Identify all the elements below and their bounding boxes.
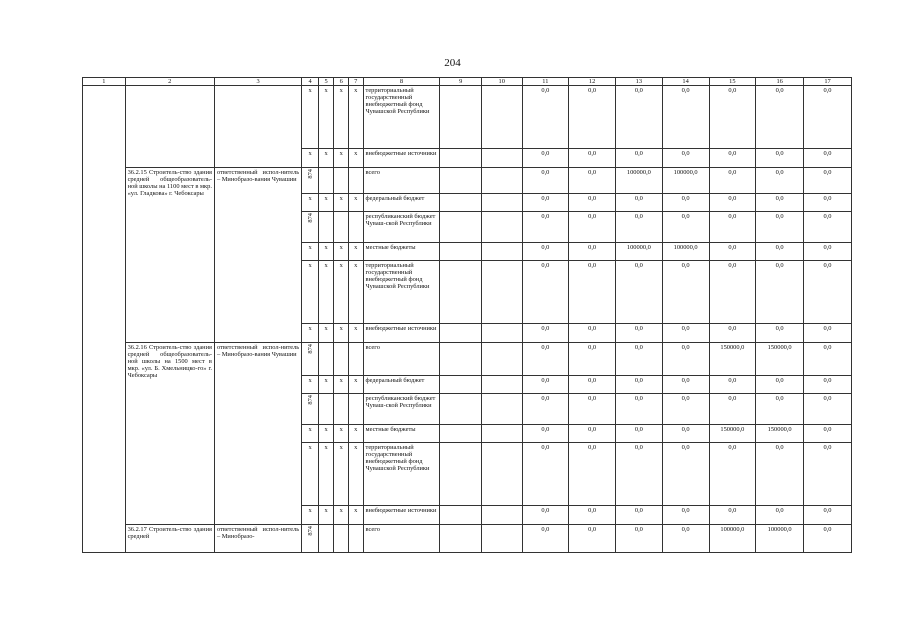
- source-cell: местные бюджеты: [363, 243, 440, 261]
- value-cell: 0,0: [569, 506, 616, 525]
- mark-cell: x: [302, 149, 319, 168]
- value-cell: 0,0: [756, 149, 804, 168]
- column-header: 9: [440, 78, 482, 86]
- empty-cell: [348, 525, 363, 553]
- value-cell: 0,0: [709, 506, 756, 525]
- column-header: 7: [348, 78, 363, 86]
- value-cell: 0,0: [709, 168, 756, 194]
- value-cell: 0,0: [662, 343, 709, 376]
- source-cell: внебюджетные источники: [363, 149, 440, 168]
- empty-cell: [318, 525, 334, 553]
- empty-cell: [440, 243, 482, 261]
- value-cell: 0,0: [569, 261, 616, 324]
- mark-cell: x: [302, 261, 319, 324]
- column-header: 13: [616, 78, 663, 86]
- value-cell: 100000,0: [709, 525, 756, 553]
- value-cell: 0,0: [804, 506, 852, 525]
- mark-cell: x: [334, 324, 349, 343]
- mark-cell: x: [302, 243, 319, 261]
- value-cell: 0,0: [522, 243, 569, 261]
- empty-cell: [481, 212, 522, 243]
- mark-cell: x: [348, 261, 363, 324]
- code-874: 874: [306, 213, 314, 223]
- value-cell: 0,0: [662, 324, 709, 343]
- value-cell: 100000,0: [756, 525, 804, 553]
- value-cell: 0,0: [804, 194, 852, 212]
- value-cell: 0,0: [569, 394, 616, 425]
- mark-cell: x: [302, 506, 319, 525]
- value-cell: 0,0: [569, 324, 616, 343]
- empty-cell: [318, 168, 334, 194]
- empty-cell: [125, 86, 214, 168]
- empty-cell: [481, 194, 522, 212]
- value-cell: 0,0: [522, 425, 569, 443]
- value-cell: 0,0: [804, 261, 852, 324]
- budget-table: [82, 77, 852, 553]
- empty-cell: [440, 194, 482, 212]
- column-header: 1: [83, 78, 126, 86]
- empty-cell: [348, 394, 363, 425]
- value-cell: 0,0: [756, 506, 804, 525]
- source-cell: федеральный бюджет: [363, 194, 440, 212]
- value-cell: 0,0: [662, 394, 709, 425]
- value-cell: 0,0: [709, 86, 756, 149]
- code-874: 874: [306, 395, 314, 405]
- empty-cell: [334, 168, 349, 194]
- value-cell: 0,0: [616, 324, 663, 343]
- value-cell: 0,0: [756, 376, 804, 394]
- value-cell: 150000,0: [709, 343, 756, 376]
- value-cell: 0,0: [804, 243, 852, 261]
- value-cell: 0,0: [804, 425, 852, 443]
- empty-cell: [440, 376, 482, 394]
- column-header: 6: [334, 78, 349, 86]
- value-cell: 150000,0: [756, 425, 804, 443]
- value-cell: 0,0: [569, 168, 616, 194]
- mark-cell: x: [334, 506, 349, 525]
- mark-cell: x: [348, 506, 363, 525]
- value-cell: 0,0: [756, 261, 804, 324]
- mark-cell: x: [348, 376, 363, 394]
- mark-cell: x: [334, 261, 349, 324]
- value-cell: 0,0: [616, 525, 663, 553]
- value-cell: 0,0: [522, 168, 569, 194]
- column-header: 11: [522, 78, 569, 86]
- mark-cell: x: [318, 261, 334, 324]
- column-header: 16: [756, 78, 804, 86]
- source-cell: республиканский бюджет Чуваш-ской Республики: [363, 212, 440, 243]
- code-cell: [302, 394, 319, 425]
- mark-cell: x: [318, 243, 334, 261]
- column-header: 10: [481, 78, 522, 86]
- source-cell: территориальный государственный внебюджетный фонд Чувашской Республики: [363, 261, 440, 324]
- value-cell: 0,0: [522, 86, 569, 149]
- value-cell: 0,0: [756, 394, 804, 425]
- mark-cell: x: [318, 86, 334, 149]
- mark-cell: x: [318, 506, 334, 525]
- value-cell: 0,0: [522, 506, 569, 525]
- mark-cell: x: [348, 194, 363, 212]
- value-cell: 0,0: [804, 525, 852, 553]
- value-cell: 0,0: [522, 394, 569, 425]
- empty-cell: [440, 168, 482, 194]
- mark-cell: x: [334, 194, 349, 212]
- empty-cell: [440, 324, 482, 343]
- mark-cell: x: [348, 243, 363, 261]
- value-cell: 0,0: [662, 212, 709, 243]
- column-header: 4: [302, 78, 319, 86]
- value-cell: 0,0: [756, 243, 804, 261]
- code-cell: [302, 168, 319, 194]
- mark-cell: x: [334, 243, 349, 261]
- value-cell: 0,0: [569, 212, 616, 243]
- mark-cell: x: [348, 149, 363, 168]
- value-cell: 0,0: [756, 168, 804, 194]
- value-cell: 0,0: [709, 376, 756, 394]
- value-cell: 0,0: [756, 324, 804, 343]
- code-cell: [302, 525, 319, 553]
- value-cell: 0,0: [804, 86, 852, 149]
- empty-cell: [481, 425, 522, 443]
- value-cell: 0,0: [662, 443, 709, 506]
- mark-cell: x: [302, 443, 319, 506]
- empty-cell: [481, 443, 522, 506]
- code-874: 874: [306, 169, 314, 179]
- mark-cell: x: [334, 149, 349, 168]
- value-cell: 0,0: [569, 86, 616, 149]
- empty-cell: [334, 394, 349, 425]
- value-cell: 0,0: [804, 324, 852, 343]
- value-cell: 0,0: [616, 506, 663, 525]
- column-header: 12: [569, 78, 616, 86]
- value-cell: 0,0: [709, 243, 756, 261]
- empty-cell: [481, 394, 522, 425]
- value-cell: 0,0: [522, 194, 569, 212]
- value-cell: 0,0: [662, 376, 709, 394]
- value-cell: 0,0: [569, 443, 616, 506]
- mark-cell: x: [334, 425, 349, 443]
- value-cell: 0,0: [616, 86, 663, 149]
- mark-cell: x: [348, 86, 363, 149]
- mark-cell: x: [302, 376, 319, 394]
- value-cell: 0,0: [569, 243, 616, 261]
- mark-cell: x: [302, 425, 319, 443]
- code-cell: [302, 212, 319, 243]
- column-header: 2: [125, 78, 214, 86]
- empty-cell: [481, 324, 522, 343]
- empty-cell: [440, 212, 482, 243]
- empty-cell: [440, 343, 482, 376]
- value-cell: 0,0: [709, 212, 756, 243]
- value-cell: 0,0: [616, 149, 663, 168]
- table-row: [83, 168, 852, 194]
- mark-cell: x: [302, 86, 319, 149]
- value-cell: 0,0: [662, 149, 709, 168]
- value-cell: 0,0: [804, 168, 852, 194]
- value-cell: 0,0: [804, 394, 852, 425]
- value-cell: 0,0: [569, 525, 616, 553]
- mark-cell: x: [318, 194, 334, 212]
- value-cell: 0,0: [616, 194, 663, 212]
- value-cell: 0,0: [522, 443, 569, 506]
- value-cell: 0,0: [804, 212, 852, 243]
- value-cell: 0,0: [804, 343, 852, 376]
- value-cell: 0,0: [662, 194, 709, 212]
- mark-cell: x: [318, 149, 334, 168]
- table-row: [83, 86, 852, 149]
- value-cell: 0,0: [522, 376, 569, 394]
- project-executor: ответственный испол-нитель – Минобразо-: [214, 525, 301, 553]
- mark-cell: x: [318, 324, 334, 343]
- value-cell: 0,0: [522, 261, 569, 324]
- value-cell: 0,0: [569, 425, 616, 443]
- empty-cell: [318, 212, 334, 243]
- value-cell: 0,0: [569, 343, 616, 376]
- value-cell: 0,0: [756, 443, 804, 506]
- code-874: 874: [306, 344, 314, 354]
- value-cell: 100000,0: [616, 243, 663, 261]
- empty-cell: [440, 86, 482, 149]
- source-cell: всего: [363, 525, 440, 553]
- page-number: 204: [444, 57, 461, 69]
- table-row: [83, 525, 852, 553]
- mark-cell: x: [348, 443, 363, 506]
- value-cell: 0,0: [569, 194, 616, 212]
- value-cell: 0,0: [756, 212, 804, 243]
- empty-cell: [481, 261, 522, 324]
- empty-cell: [440, 443, 482, 506]
- value-cell: 0,0: [804, 376, 852, 394]
- value-cell: 0,0: [662, 525, 709, 553]
- value-cell: 100000,0: [662, 168, 709, 194]
- empty-cell: [440, 149, 482, 168]
- source-cell: внебюджетные источники: [363, 324, 440, 343]
- empty-cell: [440, 425, 482, 443]
- mark-cell: x: [318, 425, 334, 443]
- header-row: [83, 78, 852, 86]
- empty-cell: [334, 525, 349, 553]
- mark-cell: x: [348, 324, 363, 343]
- project-name: 36.2.16 Строитель-ство здания средней общеобразователь-ной школы на 1500 мест в мкр. «ул. Б. Хмельницко-го» г. Чебоксары: [125, 343, 214, 525]
- empty-cell: [481, 376, 522, 394]
- value-cell: 0,0: [756, 194, 804, 212]
- project-name: 36.2.15 Строитель-ство здания средней общеобразователь-ной школы на 1100 мест в мкр. «ул. Гладкова» г. Чебоксары: [125, 168, 214, 343]
- value-cell: 0,0: [756, 86, 804, 149]
- mark-cell: x: [334, 376, 349, 394]
- value-cell: 0,0: [616, 376, 663, 394]
- value-cell: 0,0: [616, 261, 663, 324]
- value-cell: 0,0: [616, 212, 663, 243]
- value-cell: 0,0: [522, 149, 569, 168]
- empty-cell: [348, 343, 363, 376]
- mark-cell: x: [318, 376, 334, 394]
- empty-cell: [481, 86, 522, 149]
- project-executor: ответственный испол-нитель – Минобразо-вания Чувашии: [214, 168, 301, 343]
- mark-cell: x: [334, 86, 349, 149]
- empty-cell: [334, 343, 349, 376]
- column-header: 14: [662, 78, 709, 86]
- value-cell: 0,0: [522, 212, 569, 243]
- empty-cell: [481, 149, 522, 168]
- mark-cell: x: [302, 194, 319, 212]
- value-cell: 0,0: [662, 261, 709, 324]
- value-cell: 100000,0: [662, 243, 709, 261]
- source-cell: всего: [363, 343, 440, 376]
- column-header: 5: [318, 78, 334, 86]
- empty-cell: [440, 394, 482, 425]
- value-cell: 150000,0: [756, 343, 804, 376]
- project-executor: ответственный испол-нитель – Минобразо-вания Чувашии: [214, 343, 301, 525]
- value-cell: 0,0: [662, 506, 709, 525]
- source-cell: территориальный государственный внебюджетный фонд Чувашской Республики: [363, 86, 440, 149]
- mark-cell: x: [302, 324, 319, 343]
- column-header: 17: [804, 78, 852, 86]
- empty-cell: [481, 506, 522, 525]
- code-cell: [302, 343, 319, 376]
- source-cell: республиканский бюджет Чуваш-ской Республики: [363, 394, 440, 425]
- mark-cell: x: [348, 425, 363, 443]
- value-cell: 0,0: [569, 149, 616, 168]
- source-cell: федеральный бюджет: [363, 376, 440, 394]
- project-name: 36.2.17 Строитель-ство здания средней: [125, 525, 214, 553]
- column-header: 15: [709, 78, 756, 86]
- value-cell: 0,0: [522, 343, 569, 376]
- value-cell: 0,0: [616, 394, 663, 425]
- value-cell: 0,0: [616, 343, 663, 376]
- source-cell: всего: [363, 168, 440, 194]
- value-cell: 0,0: [662, 425, 709, 443]
- empty-cell: [348, 212, 363, 243]
- value-cell: 0,0: [662, 86, 709, 149]
- empty-cell: [334, 212, 349, 243]
- source-cell: территориальный государственный внебюджетный фонд Чувашской Республики: [363, 443, 440, 506]
- empty-cell: [481, 168, 522, 194]
- empty-cell: [481, 525, 522, 553]
- value-cell: 0,0: [709, 394, 756, 425]
- value-cell: 0,0: [709, 261, 756, 324]
- empty-cell: [214, 86, 301, 168]
- code-874: 874: [306, 526, 314, 536]
- empty-cell: [440, 506, 482, 525]
- value-cell: 0,0: [616, 425, 663, 443]
- empty-cell: [318, 394, 334, 425]
- table-row: [83, 343, 852, 376]
- source-cell: местные бюджеты: [363, 425, 440, 443]
- empty-cell: [440, 525, 482, 553]
- empty-cell: [481, 343, 522, 376]
- column-header: 8: [363, 78, 440, 86]
- value-cell: 0,0: [522, 324, 569, 343]
- mark-cell: x: [318, 443, 334, 506]
- value-cell: 0,0: [522, 525, 569, 553]
- value-cell: 0,0: [709, 324, 756, 343]
- value-cell: 0,0: [709, 443, 756, 506]
- value-cell: 0,0: [804, 443, 852, 506]
- empty-cell: [318, 343, 334, 376]
- column-header: 3: [214, 78, 301, 86]
- value-cell: 0,0: [709, 149, 756, 168]
- empty-cell: [481, 243, 522, 261]
- empty-cell: [348, 168, 363, 194]
- value-cell: 0,0: [804, 149, 852, 168]
- mark-cell: x: [334, 443, 349, 506]
- value-cell: 0,0: [569, 376, 616, 394]
- empty-cell: [440, 261, 482, 324]
- source-cell: внебюджетные источники: [363, 506, 440, 525]
- value-cell: 150000,0: [709, 425, 756, 443]
- value-cell: 0,0: [616, 443, 663, 506]
- empty-cell: [83, 86, 126, 553]
- value-cell: 0,0: [709, 194, 756, 212]
- value-cell: 100000,0: [616, 168, 663, 194]
